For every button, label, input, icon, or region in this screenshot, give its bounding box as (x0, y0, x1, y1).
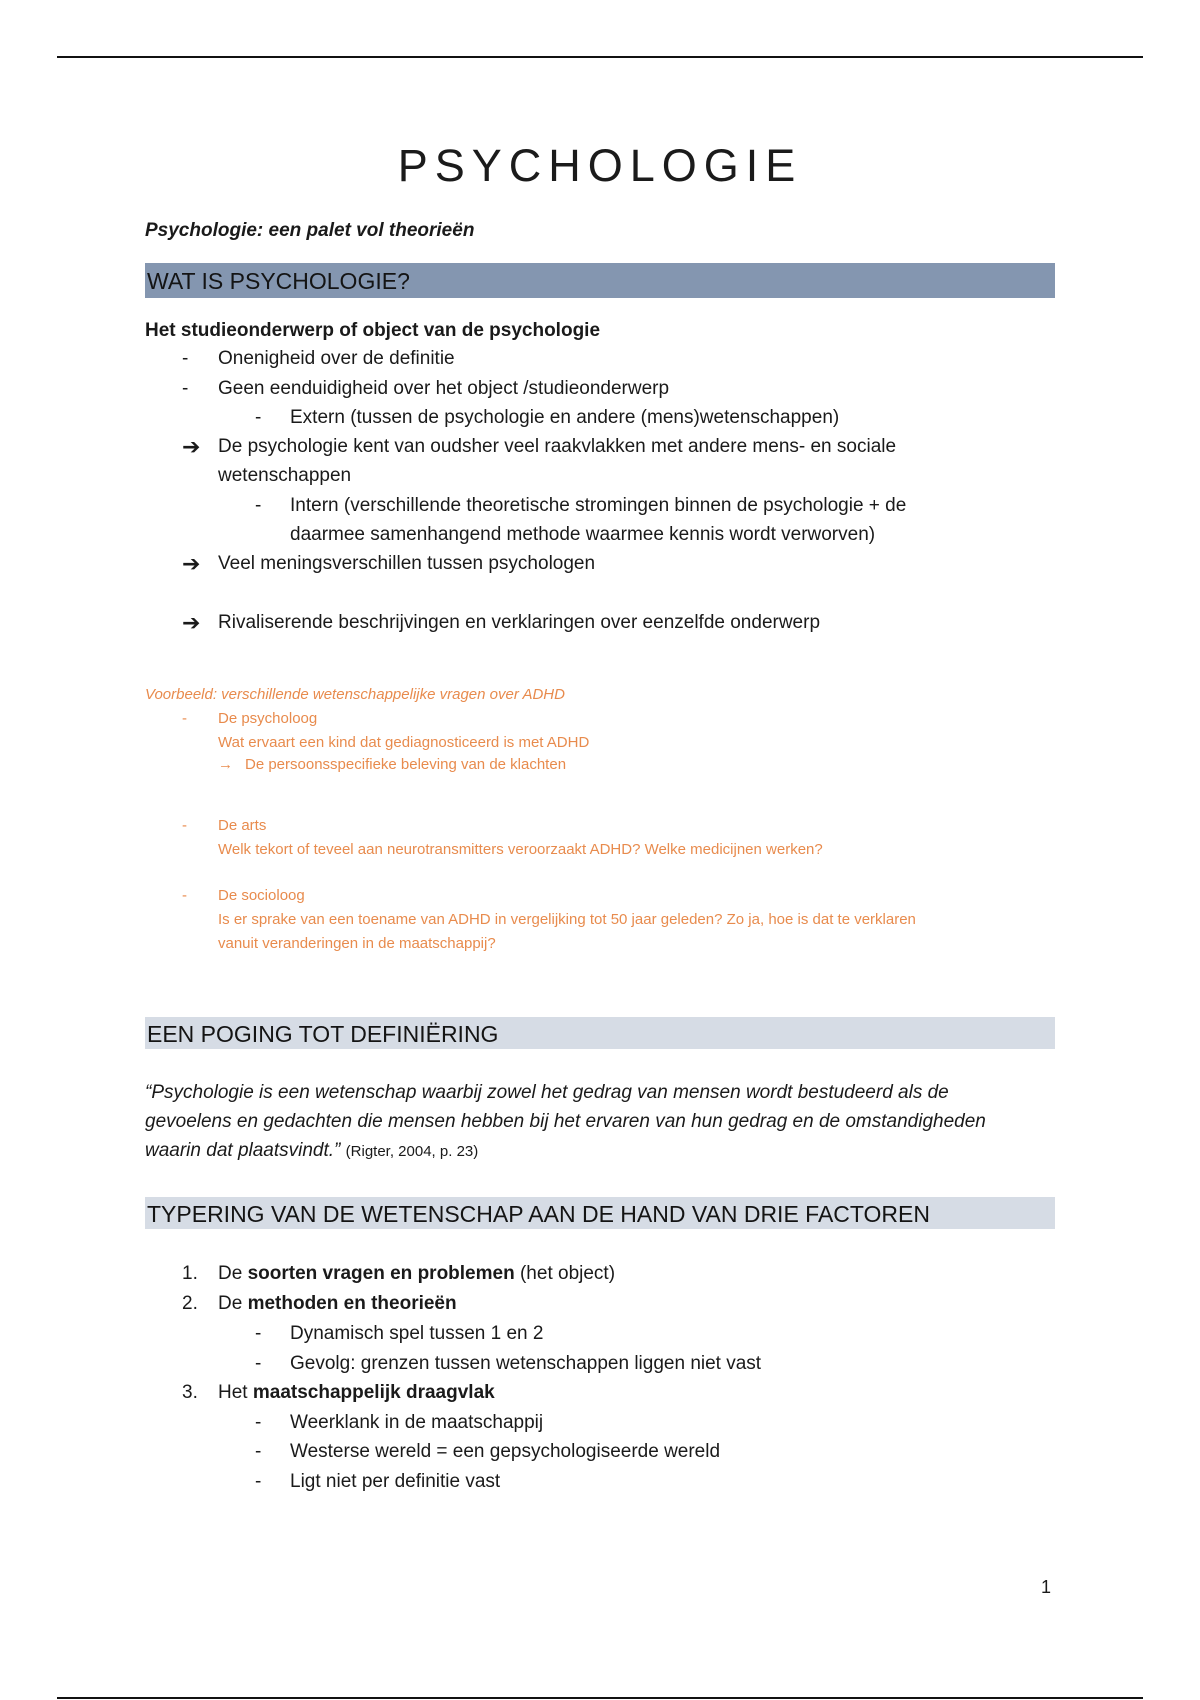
quote-line: “Psychologie is een wetenschap waarbij zowel het gedrag van mensen wordt bestudeerd als de (145, 1082, 949, 1103)
dash-bullet: - (182, 710, 187, 727)
dash-bullet: - (255, 407, 262, 428)
list-item: Extern (tussen de psychologie en andere (mens)wetenschappen) (290, 407, 840, 428)
list-number: 3. (182, 1382, 198, 1403)
list-item: Weerklank in de maatschappij (290, 1412, 544, 1433)
quote-text: waarin dat plaatsvindt.” (145, 1140, 341, 1161)
list-item: Veel meningsverschillen tussen psychologen (218, 553, 596, 574)
dash-bullet: - (182, 817, 187, 834)
arrow-right-icon: ➔ (182, 610, 201, 635)
example-question: Wat ervaart een kind dat gediagnosticeerd is met ADHD (218, 734, 590, 751)
example-label: De arts (218, 817, 267, 834)
list-item: Ligt niet per definitie vast (290, 1471, 501, 1492)
section-heading-definiering: EEN POGING TOT DEFINIËRING (145, 1017, 1055, 1049)
example-question: Welk tekort of teveel aan neurotransmitters veroorzaakt ADHD? Welke medicijnen werken? (218, 841, 823, 858)
list-item: Intern (verschillende theoretische stromingen binnen de psychologie + de (290, 495, 907, 516)
list-item: Geen eenduidigheid over het object /studieonderwerp (218, 378, 670, 399)
dash-bullet: - (255, 1471, 262, 1492)
page-number: 1 (1041, 1577, 1052, 1597)
section-subheading: Het studieonderwerp of object van de psychologie (145, 320, 601, 341)
list-item-continuation: daarmee samenhangend methode waarmee kennis wordt verworven) (290, 524, 876, 545)
example-label: De socioloog (218, 887, 305, 904)
section-heading-wat-is-psychologie: WAT IS PSYCHOLOGIE? (145, 263, 1055, 298)
list-item: Westerse wereld = een gepsychologiseerde wereld (290, 1441, 721, 1462)
list-number: 1. (182, 1263, 198, 1284)
numbered-item: Het maatschappelijk draagvlak (218, 1382, 495, 1403)
dash-bullet: - (182, 378, 189, 399)
dash-bullet: - (182, 887, 187, 904)
list-item: Onenigheid over de definitie (218, 348, 455, 369)
quote-line: gevoelens en gedachten die mensen hebben bij het ervaren van hun gedrag en de omstandigheden (145, 1111, 986, 1132)
section-heading-typering: TYPERING VAN DE WETENSCHAP AAN DE HAND VAN DRIE FACTOREN (145, 1197, 1055, 1229)
list-item-continuation: wetenschappen (218, 465, 352, 486)
dash-bullet: - (182, 348, 189, 369)
example-question: Is er sprake van een toename van ADHD in vergelijking tot 50 jaar geleden? Zo ja, hoe is dat te verklaren (218, 911, 916, 928)
bottom-rule (57, 1697, 1143, 1699)
dash-bullet: - (255, 1323, 262, 1344)
example-heading: Voorbeeld: verschillende wetenschappelijke vragen over ADHD (145, 686, 565, 703)
example-question-continuation: vanuit veranderingen in de maatschappij? (218, 935, 496, 952)
numbered-item: De methoden en theorieën (218, 1293, 457, 1314)
dash-bullet: - (255, 1441, 262, 1462)
arrow-right-icon: ➔ (182, 551, 201, 576)
dash-bullet: - (255, 1412, 262, 1433)
numbered-item: De soorten vragen en problemen (het object) (218, 1263, 616, 1284)
top-rule (57, 56, 1143, 58)
arrow-right-icon: ➔ (182, 434, 201, 459)
list-item: De psychologie kent van oudsher veel raakvlakken met andere mens- en sociale (218, 436, 897, 457)
quote-line-last (145, 1136, 1065, 1166)
arrow-right-icon: → (218, 756, 233, 773)
definition-quote (145, 1078, 1065, 1166)
list-item: Gevolg: grenzen tussen wetenschappen liggen niet vast (290, 1353, 762, 1374)
list-item: Dynamisch spel tussen 1 en 2 (290, 1323, 544, 1344)
citation: (Rigter, 2004, p. 23) (345, 1143, 479, 1160)
list-item: Rivaliserende beschrijvingen en verklaringen over eenzelfde onderwerp (218, 612, 821, 633)
example-conclusion: De persoonsspecifieke beleving van de klachten (245, 756, 567, 773)
page-subtitle: Psychologie: een palet vol theorieën (145, 220, 475, 241)
page-title: PSYCHOLOGIE (397, 140, 803, 191)
dash-bullet: - (255, 1353, 262, 1374)
dash-bullet: - (255, 495, 262, 516)
list-number: 2. (182, 1293, 198, 1314)
example-label: De psycholoog (218, 710, 318, 727)
